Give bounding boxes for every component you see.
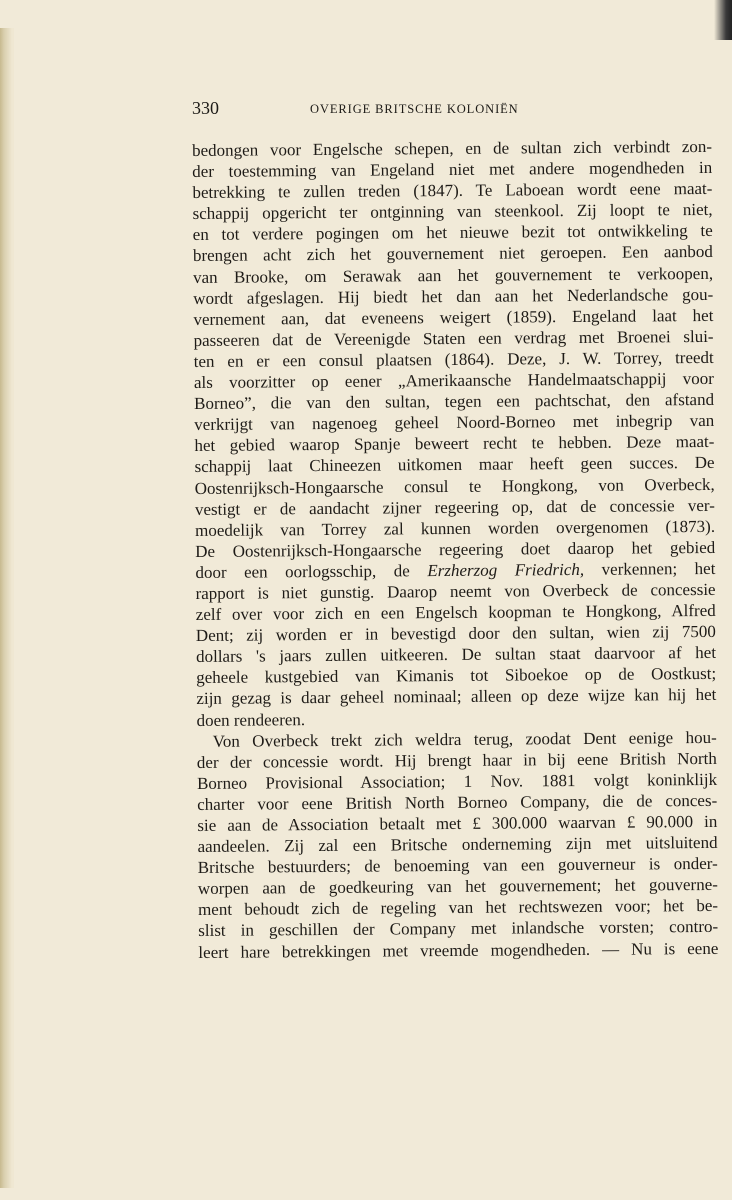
page-binding-edge [0,28,14,1188]
scan-corner-shadow [714,0,732,40]
text-line: sie aan de Association betaalt met £ 300.000 waarvan £ 90.000 in [197,811,718,835]
text-line: als voorzitter op eener „Amerikaansche Handelmaatschappij voor [193,368,714,393]
text-line: worpen aan de goedkeuring van het gouvernement; het gouverne- [197,875,718,899]
text-line: der der concessie wordt. Hij brengt haar in bij eene British North [196,748,717,772]
page-header [192,98,712,122]
running-head: OVERIGE BRITSCHE KOLONIËN [310,102,519,116]
text-line: Borneo”, die van den sultan, tegen een pachtschat, den afstand [193,390,715,414]
text-line: slist in geschillen der Company met inlandsche vorsten; contro- [198,917,719,941]
text-line: schappij opgericht ter ontginning van steenkool. Zij loopt te niet, [192,200,713,224]
text-line: Oostenrijksch-Hongaarsche consul te Hongkong, von Overbeck, [194,474,715,498]
text-segment: verkennen; het [601,558,716,579]
ship-name-italic: Erzherzog Friedrich, [427,559,585,581]
paragraph-end-line: doen rendeeren. [196,709,306,730]
body-text [192,136,718,963]
text-line: Dent; zij worden er in bevestigd door den sultan, wien zij 7500 [195,622,716,646]
text-line: De Oostenrijksch-Hongaarsche regeering doet daarop het gebied [195,537,716,561]
text-line: aandeelen. Zij zal een Britsche onderneming zijn met uitsluitend [197,832,718,857]
text-line: ment behoudt zich de regeling van het rechtswezen voor; het be- [197,896,719,920]
text-line: het gebied waarop Spanje beweert recht te hebben. Deze maat- [194,432,715,456]
text-line: Borneo Provisional Association; 1 Nov. 1881 volgt koninklijk [196,769,718,793]
text-line: leert hare betrekkingen met vreemde mogendheden. — Nu is eene [198,938,719,962]
text-line: Britsche bestuurders; de benoeming van een gouverneur is onder- [197,854,718,878]
text-line: vernement aan, dat eveneens weigert (1859). Engeland laat het [193,305,714,329]
text-line: zijn gezag is daar geheel nominaal; alleen op deze wijze kan hij het [196,685,717,709]
text-segment: door een oorlogsschip, de [195,561,410,582]
text-line: betrekking te zullen treden (1847). Te Laboean wordt eene maat- [192,179,713,203]
text-line: verkrijgt van nagenoeg geheel Noord-Borneo met inbegrip van [194,411,715,435]
text-line: rapport is niet gunstig. Daarop neemt von Overbeck de concessie [195,579,716,603]
text-line: dollars 's jaars zullen uitkeeren. De sultan staat daarvoor af het [195,643,717,667]
text-line: der toestemming van Engeland niet met andere mogendheden in [192,158,713,182]
text-line: passeeren dat de Vereenigde Staten een verdrag met Broenei slui- [193,326,714,350]
text-line: charter voor eene British North Borneo Company, die de conces- [197,790,718,814]
text-line: brengen acht zich het gouvernement niet geroepen. Een aanbod [192,242,713,266]
text-line: en tot verdere pogingen om het nieuwe bezit tot ontwikkeling te [192,221,713,245]
paragraph-first-line: Von Overbeck trekt zich weldra terug, zoodat Dent eenige hou- [212,727,717,751]
text-line: van Brooke, om Serawak aan het gouvernement te verkoopen, [193,263,714,287]
text-line: schappij laat Chineezen uitkomen maar heeft geen succes. De [194,453,715,477]
text-line: vestigt er de aandacht zijner regeering op, dat de concessie ver- [194,495,715,519]
text-line: ten en er een consul plaatsen (1864). Deze, J. W. Torrey, treedt [193,347,714,371]
text-line: zelf over voor zich en een Engelsch koopman te Hongkong, Alfred [195,600,716,625]
text-line: wordt afgeslagen. Hij biedt het dan aan het Nederlandsche gou- [193,284,714,308]
text-line: geheele kustgebied van Kimanis tot Siboekoe op de Oostkust; [196,664,717,688]
page-number: 330 [192,98,219,118]
text-line: bedongen voor Engelsche schepen, en de sultan zich verbindt zon- [192,136,713,160]
text-line: moedelijk van Torrey zal kunnen worden overgenomen (1873). [194,516,716,540]
